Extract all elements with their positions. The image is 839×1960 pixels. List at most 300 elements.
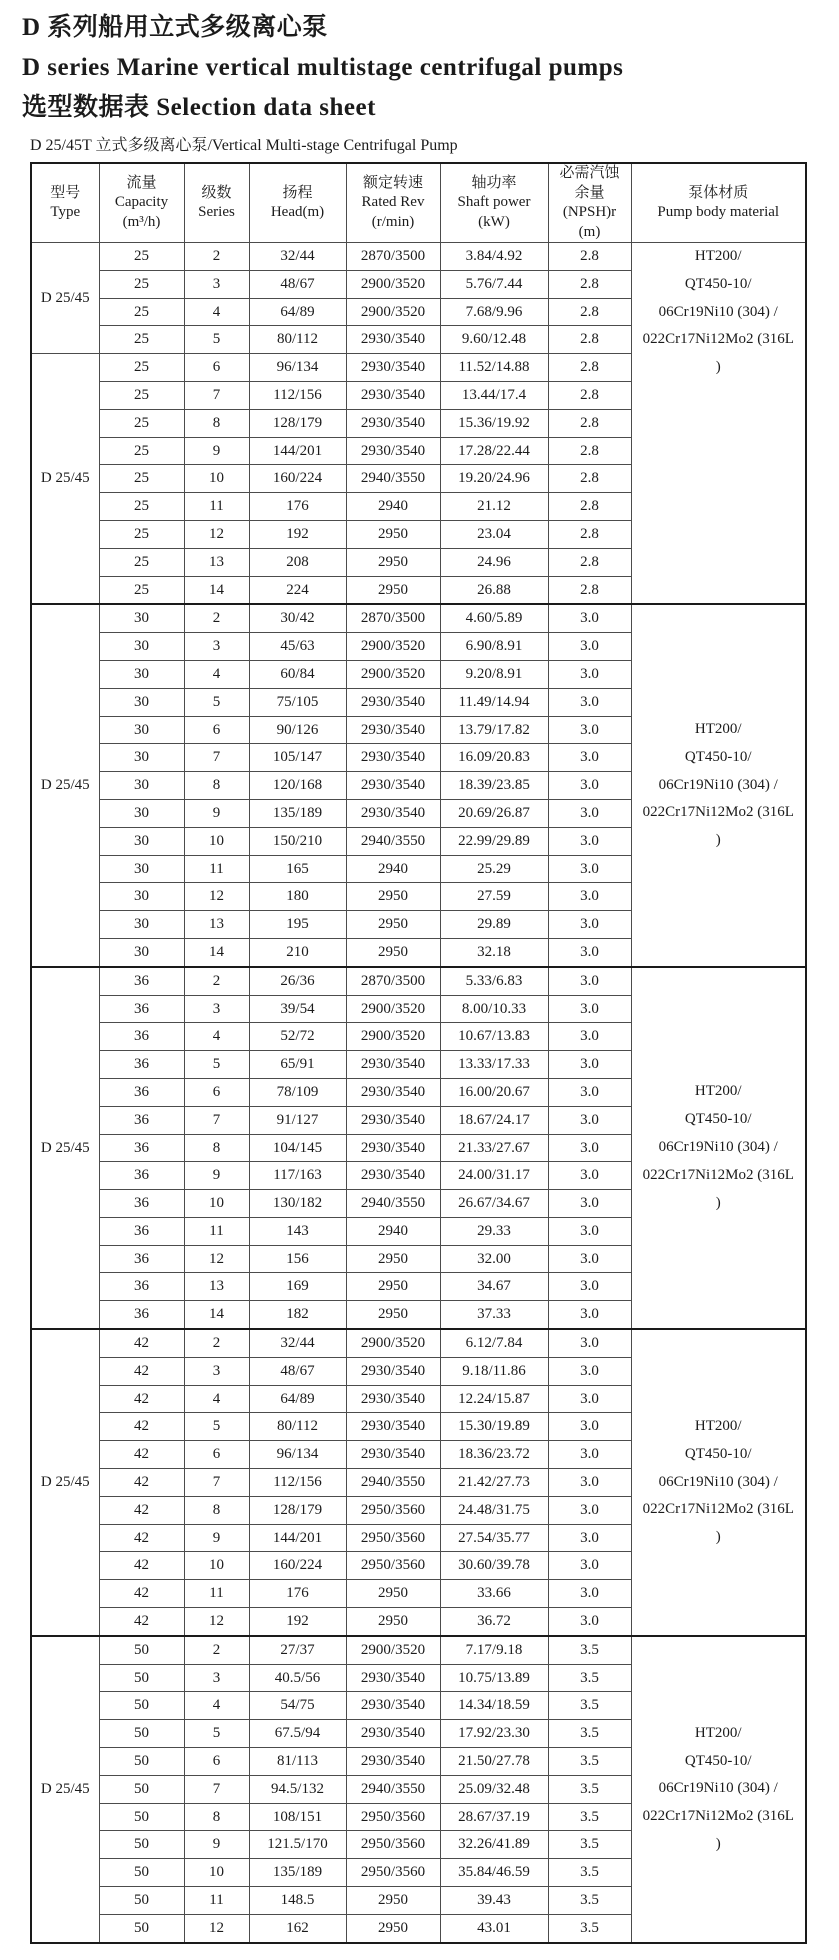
header-capacity <box>99 163 184 243</box>
npsh-cell: 3.0 <box>548 967 631 995</box>
series-cell: 10 <box>184 1859 249 1887</box>
npsh-cell: 3.0 <box>548 1078 631 1106</box>
series-cell: 7 <box>184 381 249 409</box>
series-cell: 5 <box>184 1413 249 1441</box>
npsh-cell: 3.0 <box>548 1023 631 1051</box>
header-material <box>631 163 806 243</box>
rated-rev-cell: 2930/3540 <box>346 1720 440 1748</box>
npsh-cell: 3.5 <box>548 1887 631 1915</box>
series-cell: 11 <box>184 1217 249 1245</box>
header-line: 必需汽蚀 <box>559 165 620 181</box>
npsh-cell: 2.8 <box>548 437 631 465</box>
series-cell: 3 <box>184 995 249 1023</box>
series-cell: 9 <box>184 1831 249 1859</box>
npsh-cell: 3.0 <box>548 1357 631 1385</box>
capacity-cell: 42 <box>99 1385 184 1413</box>
shaft-power-cell: 25.09/32.48 <box>440 1775 548 1803</box>
shaft-power-cell: 26.67/34.67 <box>440 1190 548 1218</box>
head-cell: 165 <box>249 855 346 883</box>
npsh-cell: 3.0 <box>548 744 631 772</box>
head-cell: 169 <box>249 1273 346 1301</box>
shaft-power-cell: 4.60/5.89 <box>440 604 548 632</box>
head-cell: 143 <box>249 1217 346 1245</box>
capacity-cell: 42 <box>99 1580 184 1608</box>
npsh-cell: 2.8 <box>548 270 631 298</box>
series-cell: 7 <box>184 1775 249 1803</box>
rated-rev-cell: 2950 <box>346 1580 440 1608</box>
head-cell: 52/72 <box>249 1023 346 1051</box>
npsh-cell: 3.0 <box>548 855 631 883</box>
npsh-cell: 3.0 <box>548 1301 631 1329</box>
material-line: 022Cr17Ni12Mo2 (316L <box>642 331 794 348</box>
rated-rev-cell: 2940 <box>346 1217 440 1245</box>
header-line: Shaft power <box>457 194 531 211</box>
npsh-cell: 3.0 <box>548 633 631 661</box>
head-cell: 128/179 <box>249 1496 346 1524</box>
shaft-power-cell: 6.90/8.91 <box>440 633 548 661</box>
table-row <box>31 1329 806 1357</box>
series-cell: 10 <box>184 465 249 493</box>
capacity-cell: 36 <box>99 995 184 1023</box>
capacity-cell: 36 <box>99 1078 184 1106</box>
material-line: 06Cr19Ni10 (304) / <box>658 776 778 793</box>
shaft-power-cell: 17.28/22.44 <box>440 437 548 465</box>
shaft-power-cell: 6.12/7.84 <box>440 1329 548 1357</box>
material-line: 06Cr19Ni10 (304) / <box>658 303 778 320</box>
capacity-cell: 36 <box>99 1051 184 1079</box>
head-cell: 112/156 <box>249 1469 346 1497</box>
shaft-power-cell: 36.72 <box>440 1608 548 1636</box>
head-cell: 176 <box>249 493 346 521</box>
head-cell: 150/210 <box>249 827 346 855</box>
head-cell: 54/75 <box>249 1692 346 1720</box>
capacity-cell: 25 <box>99 409 184 437</box>
npsh-cell: 3.0 <box>548 772 631 800</box>
shaft-power-cell: 21.33/27.67 <box>440 1134 548 1162</box>
series-cell: 10 <box>184 1552 249 1580</box>
npsh-cell: 3.0 <box>548 1580 631 1608</box>
rated-rev-cell: 2950 <box>346 911 440 939</box>
capacity-cell: 25 <box>99 354 184 382</box>
shaft-power-cell: 27.54/35.77 <box>440 1524 548 1552</box>
capacity-cell: 25 <box>99 243 184 271</box>
series-cell: 4 <box>184 1023 249 1051</box>
npsh-cell: 3.0 <box>548 1245 631 1273</box>
npsh-cell: 3.5 <box>548 1803 631 1831</box>
head-cell: 208 <box>249 548 346 576</box>
shaft-power-cell: 14.34/18.59 <box>440 1692 548 1720</box>
capacity-cell: 42 <box>99 1552 184 1580</box>
shaft-power-cell: 13.33/17.33 <box>440 1051 548 1079</box>
series-cell: 13 <box>184 911 249 939</box>
series-cell: 2 <box>184 243 249 271</box>
series-cell: 8 <box>184 772 249 800</box>
shaft-power-cell: 28.67/37.19 <box>440 1803 548 1831</box>
rated-rev-cell: 2950 <box>346 548 440 576</box>
head-cell: 81/113 <box>249 1748 346 1776</box>
material-cell <box>631 967 806 1329</box>
rated-rev-cell: 2930/3540 <box>346 688 440 716</box>
head-cell: 180 <box>249 883 346 911</box>
npsh-cell: 3.5 <box>548 1664 631 1692</box>
head-cell: 195 <box>249 911 346 939</box>
npsh-cell: 3.0 <box>548 799 631 827</box>
material-cell <box>631 243 806 605</box>
shaft-power-cell: 10.75/13.89 <box>440 1664 548 1692</box>
head-cell: 27/37 <box>249 1636 346 1664</box>
material-line: 06Cr19Ni10 (304) / <box>658 1780 778 1797</box>
rated-rev-cell: 2930/3540 <box>346 1692 440 1720</box>
series-cell: 9 <box>184 799 249 827</box>
series-cell: 8 <box>184 1496 249 1524</box>
rated-rev-cell: 2930/3540 <box>346 437 440 465</box>
head-cell: 148.5 <box>249 1887 346 1915</box>
capacity-cell: 30 <box>99 744 184 772</box>
head-cell: 32/44 <box>249 1329 346 1357</box>
npsh-cell: 2.8 <box>548 354 631 382</box>
capacity-cell: 36 <box>99 1162 184 1190</box>
rated-rev-cell: 2930/3540 <box>346 1357 440 1385</box>
rated-rev-cell: 2930/3540 <box>346 326 440 354</box>
rated-rev-cell: 2940 <box>346 493 440 521</box>
header-line: 轴功率 <box>471 174 517 191</box>
rated-rev-cell: 2930/3540 <box>346 409 440 437</box>
header-line: (r/min) <box>371 213 415 230</box>
shaft-power-cell: 9.18/11.86 <box>440 1357 548 1385</box>
rated-rev-cell: 2900/3520 <box>346 1636 440 1664</box>
rated-rev-cell: 2930/3540 <box>346 744 440 772</box>
head-cell: 75/105 <box>249 688 346 716</box>
head-cell: 144/201 <box>249 437 346 465</box>
rated-rev-cell: 2950 <box>346 938 440 966</box>
rated-rev-cell: 2950/3560 <box>346 1803 440 1831</box>
npsh-cell: 3.5 <box>548 1775 631 1803</box>
npsh-cell: 2.8 <box>548 409 631 437</box>
header-line: (kW) <box>478 213 510 230</box>
npsh-cell: 3.0 <box>548 883 631 911</box>
material-line: HT200/ <box>694 721 742 738</box>
head-cell: 91/127 <box>249 1106 346 1134</box>
head-cell: 104/145 <box>249 1134 346 1162</box>
material-line: QT450-10/ <box>684 1445 752 1462</box>
page-title-cn: D 系列船用立式多级离心泵 <box>22 14 328 41</box>
npsh-cell: 3.0 <box>548 604 631 632</box>
head-cell: 40.5/56 <box>249 1664 346 1692</box>
series-cell: 5 <box>184 1051 249 1079</box>
rated-rev-cell: 2900/3520 <box>346 995 440 1023</box>
npsh-cell: 3.0 <box>548 995 631 1023</box>
header-type <box>31 163 99 243</box>
rated-rev-cell: 2950/3560 <box>346 1552 440 1580</box>
capacity-cell: 30 <box>99 660 184 688</box>
capacity-cell: 25 <box>99 548 184 576</box>
header-line: 型号 <box>50 184 81 201</box>
capacity-cell: 42 <box>99 1496 184 1524</box>
series-cell: 6 <box>184 1748 249 1776</box>
shaft-power-cell: 24.00/31.17 <box>440 1162 548 1190</box>
series-cell: 2 <box>184 1636 249 1664</box>
npsh-cell: 3.0 <box>548 911 631 939</box>
rated-rev-cell: 2930/3540 <box>346 1748 440 1776</box>
series-cell: 10 <box>184 1190 249 1218</box>
capacity-cell: 30 <box>99 883 184 911</box>
rated-rev-cell: 2930/3540 <box>346 1078 440 1106</box>
rated-rev-cell: 2950 <box>346 1245 440 1273</box>
shaft-power-cell: 15.36/19.92 <box>440 409 548 437</box>
material-line: QT450-10/ <box>684 1752 752 1769</box>
head-cell: 176 <box>249 1580 346 1608</box>
capacity-cell: 50 <box>99 1692 184 1720</box>
series-cell: 11 <box>184 855 249 883</box>
shaft-power-cell: 32.00 <box>440 1245 548 1273</box>
series-cell: 6 <box>184 1441 249 1469</box>
shaft-power-cell: 18.67/24.17 <box>440 1106 548 1134</box>
head-cell: 112/156 <box>249 381 346 409</box>
rated-rev-cell: 2870/3500 <box>346 967 440 995</box>
shaft-power-cell: 20.69/26.87 <box>440 799 548 827</box>
capacity-cell: 36 <box>99 1273 184 1301</box>
head-cell: 39/54 <box>249 995 346 1023</box>
series-cell: 12 <box>184 1914 249 1942</box>
capacity-cell: 36 <box>99 1301 184 1329</box>
head-cell: 182 <box>249 1301 346 1329</box>
shaft-power-cell: 11.52/14.88 <box>440 354 548 382</box>
head-cell: 80/112 <box>249 1413 346 1441</box>
capacity-cell: 42 <box>99 1524 184 1552</box>
capacity-cell: 25 <box>99 298 184 326</box>
capacity-cell: 36 <box>99 1023 184 1051</box>
type-cell: D 25/45 <box>31 354 99 605</box>
shaft-power-cell: 21.42/27.73 <box>440 1469 548 1497</box>
npsh-cell: 2.8 <box>548 243 631 271</box>
shaft-power-cell: 18.39/23.85 <box>440 772 548 800</box>
capacity-cell: 42 <box>99 1329 184 1357</box>
rated-rev-cell: 2940/3550 <box>346 1775 440 1803</box>
npsh-cell: 2.8 <box>548 576 631 604</box>
header-line: Head(m) <box>270 204 325 220</box>
rated-rev-cell: 2950 <box>346 1301 440 1329</box>
page-title-en: D series Marine vertical multistage centrifugal pumps <box>22 54 624 81</box>
capacity-cell: 50 <box>99 1775 184 1803</box>
material-line: HT200/ <box>694 248 742 264</box>
type-cell: D 25/45 <box>31 1329 99 1636</box>
material-line: QT450-10/ <box>684 275 752 292</box>
head-cell: 60/84 <box>249 660 346 688</box>
head-cell: 26/36 <box>249 967 346 995</box>
series-cell: 4 <box>184 660 249 688</box>
npsh-cell: 2.8 <box>548 381 631 409</box>
rated-rev-cell: 2930/3540 <box>346 716 440 744</box>
rated-rev-cell: 2900/3520 <box>346 270 440 298</box>
series-cell: 12 <box>184 1608 249 1636</box>
capacity-cell: 30 <box>99 855 184 883</box>
capacity-cell: 42 <box>99 1413 184 1441</box>
series-cell: 4 <box>184 1385 249 1413</box>
table-caption: D 25/45T 立式多级离心泵/Vertical Multi-stage Centrifugal Pump <box>30 137 458 154</box>
header-shaft-power <box>440 163 548 243</box>
head-cell: 64/89 <box>249 1385 346 1413</box>
capacity-cell: 50 <box>99 1636 184 1664</box>
header-line: Rated Rev <box>361 194 425 211</box>
rated-rev-cell: 2930/3540 <box>346 1106 440 1134</box>
head-cell: 96/134 <box>249 354 346 382</box>
header-line: 流量 <box>126 174 157 191</box>
head-cell: 64/89 <box>249 298 346 326</box>
material-line: ) <box>715 1529 721 1546</box>
capacity-cell: 42 <box>99 1441 184 1469</box>
material-line: HT200/ <box>694 1417 742 1434</box>
rated-rev-cell: 2950/3560 <box>346 1859 440 1887</box>
shaft-power-cell: 18.36/23.72 <box>440 1441 548 1469</box>
npsh-cell: 3.0 <box>548 1329 631 1357</box>
shaft-power-cell: 32.26/41.89 <box>440 1831 548 1859</box>
header-row <box>31 163 806 243</box>
material-line: ) <box>715 1835 721 1852</box>
material-line: QT450-10/ <box>684 1111 752 1128</box>
material-line: 06Cr19Ni10 (304) / <box>658 1139 778 1155</box>
series-cell: 3 <box>184 633 249 661</box>
capacity-cell: 36 <box>99 1217 184 1245</box>
rated-rev-cell: 2930/3540 <box>346 1441 440 1469</box>
rated-rev-cell: 2950 <box>346 520 440 548</box>
series-cell: 12 <box>184 1245 249 1273</box>
shaft-power-cell: 19.20/24.96 <box>440 465 548 493</box>
head-cell: 30/42 <box>249 604 346 632</box>
npsh-cell: 2.8 <box>548 298 631 326</box>
shaft-power-cell: 7.17/9.18 <box>440 1636 548 1664</box>
npsh-cell: 3.0 <box>548 1134 631 1162</box>
series-cell: 5 <box>184 688 249 716</box>
type-cell: D 25/45 <box>31 604 99 966</box>
head-cell: 65/91 <box>249 1051 346 1079</box>
header-line: 额定转速 <box>362 174 423 191</box>
npsh-cell: 3.5 <box>548 1748 631 1776</box>
npsh-cell: 3.0 <box>548 1552 631 1580</box>
npsh-cell: 3.5 <box>548 1720 631 1748</box>
material-line: ) <box>715 832 721 849</box>
shaft-power-cell: 9.20/8.91 <box>440 660 548 688</box>
series-cell: 5 <box>184 326 249 354</box>
shaft-power-cell: 16.00/20.67 <box>440 1078 548 1106</box>
shaft-power-cell: 8.00/10.33 <box>440 995 548 1023</box>
shaft-power-cell: 22.99/29.89 <box>440 827 548 855</box>
capacity-cell: 25 <box>99 465 184 493</box>
series-cell: 2 <box>184 604 249 632</box>
series-cell: 12 <box>184 883 249 911</box>
head-cell: 108/151 <box>249 1803 346 1831</box>
capacity-cell: 42 <box>99 1469 184 1497</box>
title-block <box>0 0 839 128</box>
series-cell: 6 <box>184 354 249 382</box>
head-cell: 160/224 <box>249 465 346 493</box>
series-cell: 11 <box>184 1887 249 1915</box>
npsh-cell: 2.8 <box>548 493 631 521</box>
shaft-power-cell: 13.79/17.82 <box>440 716 548 744</box>
rated-rev-cell: 2930/3540 <box>346 799 440 827</box>
head-cell: 94.5/132 <box>249 1775 346 1803</box>
page-title-sheet: 选型数据表 Selection data sheet <box>22 94 376 121</box>
npsh-cell: 3.0 <box>548 1385 631 1413</box>
rated-rev-cell: 2950 <box>346 576 440 604</box>
shaft-power-cell: 5.76/7.44 <box>440 270 548 298</box>
capacity-cell: 30 <box>99 799 184 827</box>
rated-rev-cell: 2940/3550 <box>346 1190 440 1218</box>
head-cell: 128/179 <box>249 409 346 437</box>
shaft-power-cell: 34.67 <box>440 1273 548 1301</box>
capacity-cell: 42 <box>99 1357 184 1385</box>
shaft-power-cell: 3.84/4.92 <box>440 243 548 271</box>
material-cell <box>631 604 806 966</box>
capacity-cell: 25 <box>99 520 184 548</box>
material-line: HT200/ <box>694 1083 742 1100</box>
series-cell: 7 <box>184 1469 249 1497</box>
head-cell: 135/189 <box>249 799 346 827</box>
selection-data-table <box>30 162 807 1944</box>
head-cell: 117/163 <box>249 1162 346 1190</box>
head-cell: 120/168 <box>249 772 346 800</box>
material-line: 022Cr17Ni12Mo2 (316L <box>642 1166 794 1183</box>
series-cell: 6 <box>184 716 249 744</box>
rated-rev-cell: 2940/3550 <box>346 465 440 493</box>
material-line: 06Cr19Ni10 (304) / <box>658 1473 778 1490</box>
material-line: QT450-10/ <box>684 748 752 765</box>
material-line: ) <box>715 359 721 376</box>
series-cell: 7 <box>184 744 249 772</box>
header-series <box>184 163 249 243</box>
npsh-cell: 3.0 <box>548 1608 631 1636</box>
series-cell: 7 <box>184 1106 249 1134</box>
material-line: 022Cr17Ni12Mo2 (316L <box>642 804 794 821</box>
npsh-cell: 3.5 <box>548 1859 631 1887</box>
rated-rev-cell: 2950 <box>346 883 440 911</box>
series-cell: 14 <box>184 1301 249 1329</box>
header-line: 泵体材质 <box>688 184 749 201</box>
material-line: HT200/ <box>694 1724 742 1741</box>
shaft-power-cell: 25.29 <box>440 855 548 883</box>
rated-rev-cell: 2940/3550 <box>346 827 440 855</box>
header-line: (NPSH)r <box>562 204 617 220</box>
rated-rev-cell: 2900/3520 <box>346 1329 440 1357</box>
rated-rev-cell: 2930/3540 <box>346 772 440 800</box>
shaft-power-cell: 27.59 <box>440 883 548 911</box>
npsh-cell: 2.8 <box>548 326 631 354</box>
header-npsh <box>548 163 631 243</box>
shaft-power-cell: 23.04 <box>440 520 548 548</box>
head-cell: 135/189 <box>249 1859 346 1887</box>
capacity-cell: 30 <box>99 772 184 800</box>
series-cell: 9 <box>184 437 249 465</box>
rated-rev-cell: 2930/3540 <box>346 1413 440 1441</box>
type-cell: D 25/45 <box>31 243 99 354</box>
series-cell: 8 <box>184 1803 249 1831</box>
npsh-cell: 3.0 <box>548 1162 631 1190</box>
header-line: (m³/h) <box>122 213 161 230</box>
header-line: Series <box>198 204 235 220</box>
rated-rev-cell: 2950 <box>346 1887 440 1915</box>
npsh-cell: 3.0 <box>548 1441 631 1469</box>
shaft-power-cell: 16.09/20.83 <box>440 744 548 772</box>
table-header <box>31 163 806 243</box>
head-cell: 32/44 <box>249 243 346 271</box>
rated-rev-cell: 2930/3540 <box>346 1134 440 1162</box>
rated-rev-cell: 2940 <box>346 855 440 883</box>
rated-rev-cell: 2870/3500 <box>346 243 440 271</box>
table-row <box>31 967 806 995</box>
capacity-cell: 50 <box>99 1859 184 1887</box>
shaft-power-cell: 33.66 <box>440 1580 548 1608</box>
capacity-cell: 30 <box>99 688 184 716</box>
npsh-cell: 3.0 <box>548 1217 631 1245</box>
